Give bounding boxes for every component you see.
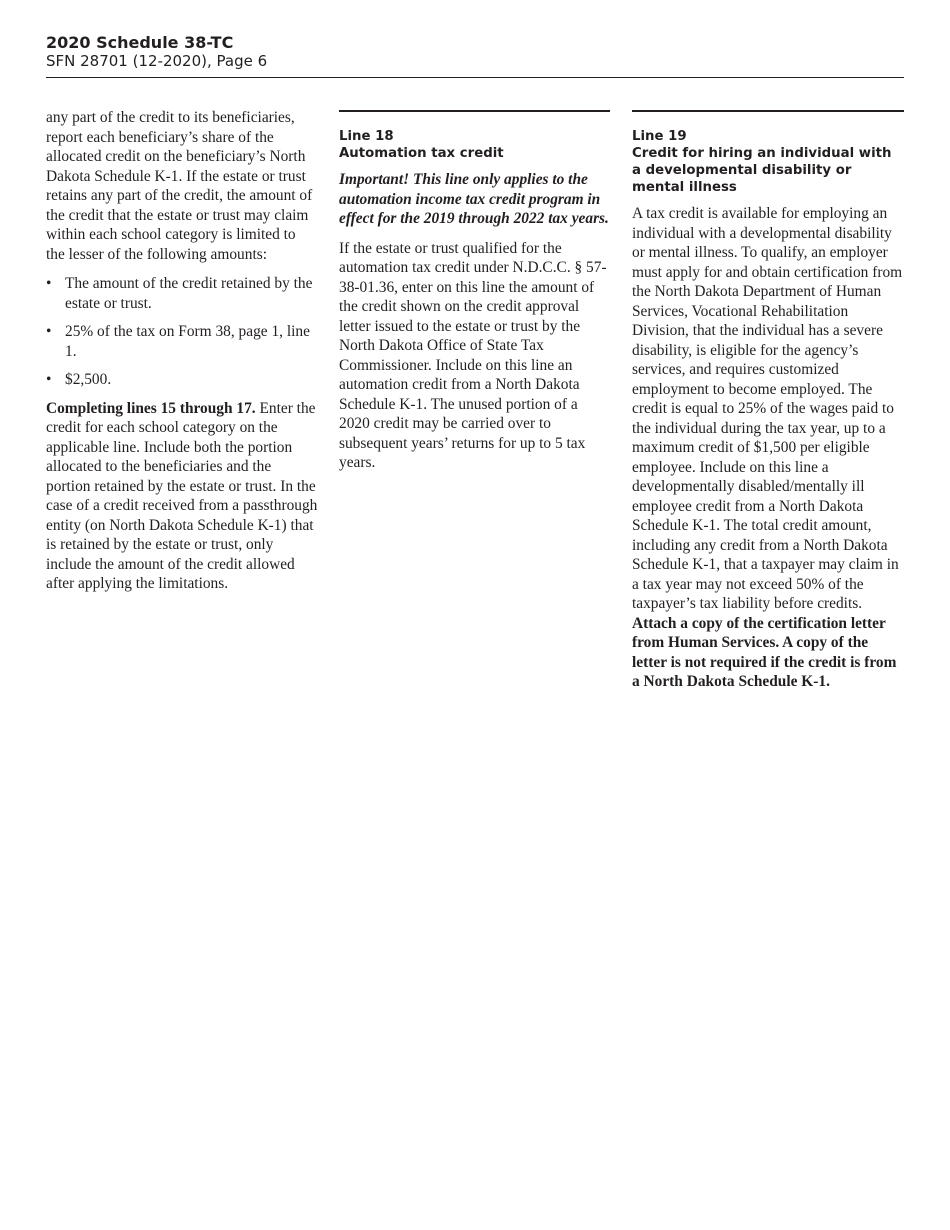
line-18-body: If the estate or trust qualified for the automation tax credit under N.D.C.C. § 57-38-01.36, enter on this line the amount of the credit shown on the credit approval letter issued to the estate or trust by the North Dakota Office of State Tax Commissioner. Include on this line an automation credit from a North Dakota Schedule K-1. The unused portion of a 2020 credit may be carried over to subsequent years’ returns for up to 5 tax years. (339, 239, 607, 471)
limit-list (46, 274, 318, 390)
column-line-18 (339, 110, 610, 483)
list-item: • 25% of the tax on Form 38, page 1, line 1. (46, 323, 310, 360)
line-18-label: Line 18 (339, 129, 394, 144)
line-19-body: A tax credit is available for employing an individual with a developmental disability or mental illness. To qualify, an employer must apply for and obtain certification from the North Dakota Department of Human Services, Vocational Rehabilitation Division, that the individual has a severe disability, is eligible for the agency’s services, and requires customized employment to become employed. The credit is equal to 25% of the wages paid to the individual during the tax year, up to a maximum credit of $1,500 per eligible employee. Include on this line a developmentally disabled/mentally ill employee credit from a North Dakota Schedule K-1. The total credit amount, including any credit from a North Dakota Schedule K-1, that a taxpayer may claim in a tax year may not exceed 50% of the taxpayer’s tax liability before credits. (632, 205, 903, 612)
form-title: 2020 Schedule 38-TC (46, 33, 234, 52)
line-19-title: Credit for hiring an individual with a developmental disability or mental illness (632, 146, 892, 195)
list-item: • $2,500. (46, 371, 112, 388)
completing-paragraph (46, 399, 318, 594)
line-19-label: Line 19 (632, 129, 687, 144)
section-divider (339, 110, 610, 112)
page-header (46, 33, 904, 71)
column-line-19 (632, 110, 904, 702)
line-18-important-note: Important! This line only applies to the automation income tax credit program in effect for the 2019 through 2022 tax years. (339, 171, 609, 227)
bullet-icon: • (46, 323, 52, 340)
column-left (46, 108, 318, 604)
section-divider (632, 110, 904, 112)
line-19-attach-note: Attach a copy of the certification letter from Human Services. A copy of the letter is not required if the credit is from a North Dakota Schedule K-1. (632, 614, 897, 690)
completing-lead: Completing lines 15 through 17. (46, 399, 256, 417)
header-divider (46, 77, 904, 78)
completing-text: Enter the credit for each school category on the applicable line. Include both the portion allocated to the beneficiaries and the portion retained by the estate or trust. In the case of a credit received from a passthrough entity (on North Dakota Schedule K-1) that is retained by the estate or trust, only include the amount of the credit allowed after applying the limitations. (46, 399, 318, 592)
line-18-title: Automation tax credit (339, 146, 504, 161)
bullet-icon: • (46, 371, 52, 388)
beneficiary-paragraph: any part of the credit to its beneficiaries, report each beneficiary’s share of the allocated credit on the beneficiary’s North Dakota Schedule K-1. If the estate or trust retains any part of the credit, the amount of the credit that the estate or trust may claim within each school category is limited to the lesser of the following amounts: (46, 109, 313, 263)
line-19-paragraph (632, 204, 904, 692)
bullet-icon: • (46, 275, 52, 292)
form-subtitle: SFN 28701 (12-2020), Page 6 (46, 52, 268, 70)
list-item: • The amount of the credit retained by the estate or trust. (46, 275, 313, 312)
